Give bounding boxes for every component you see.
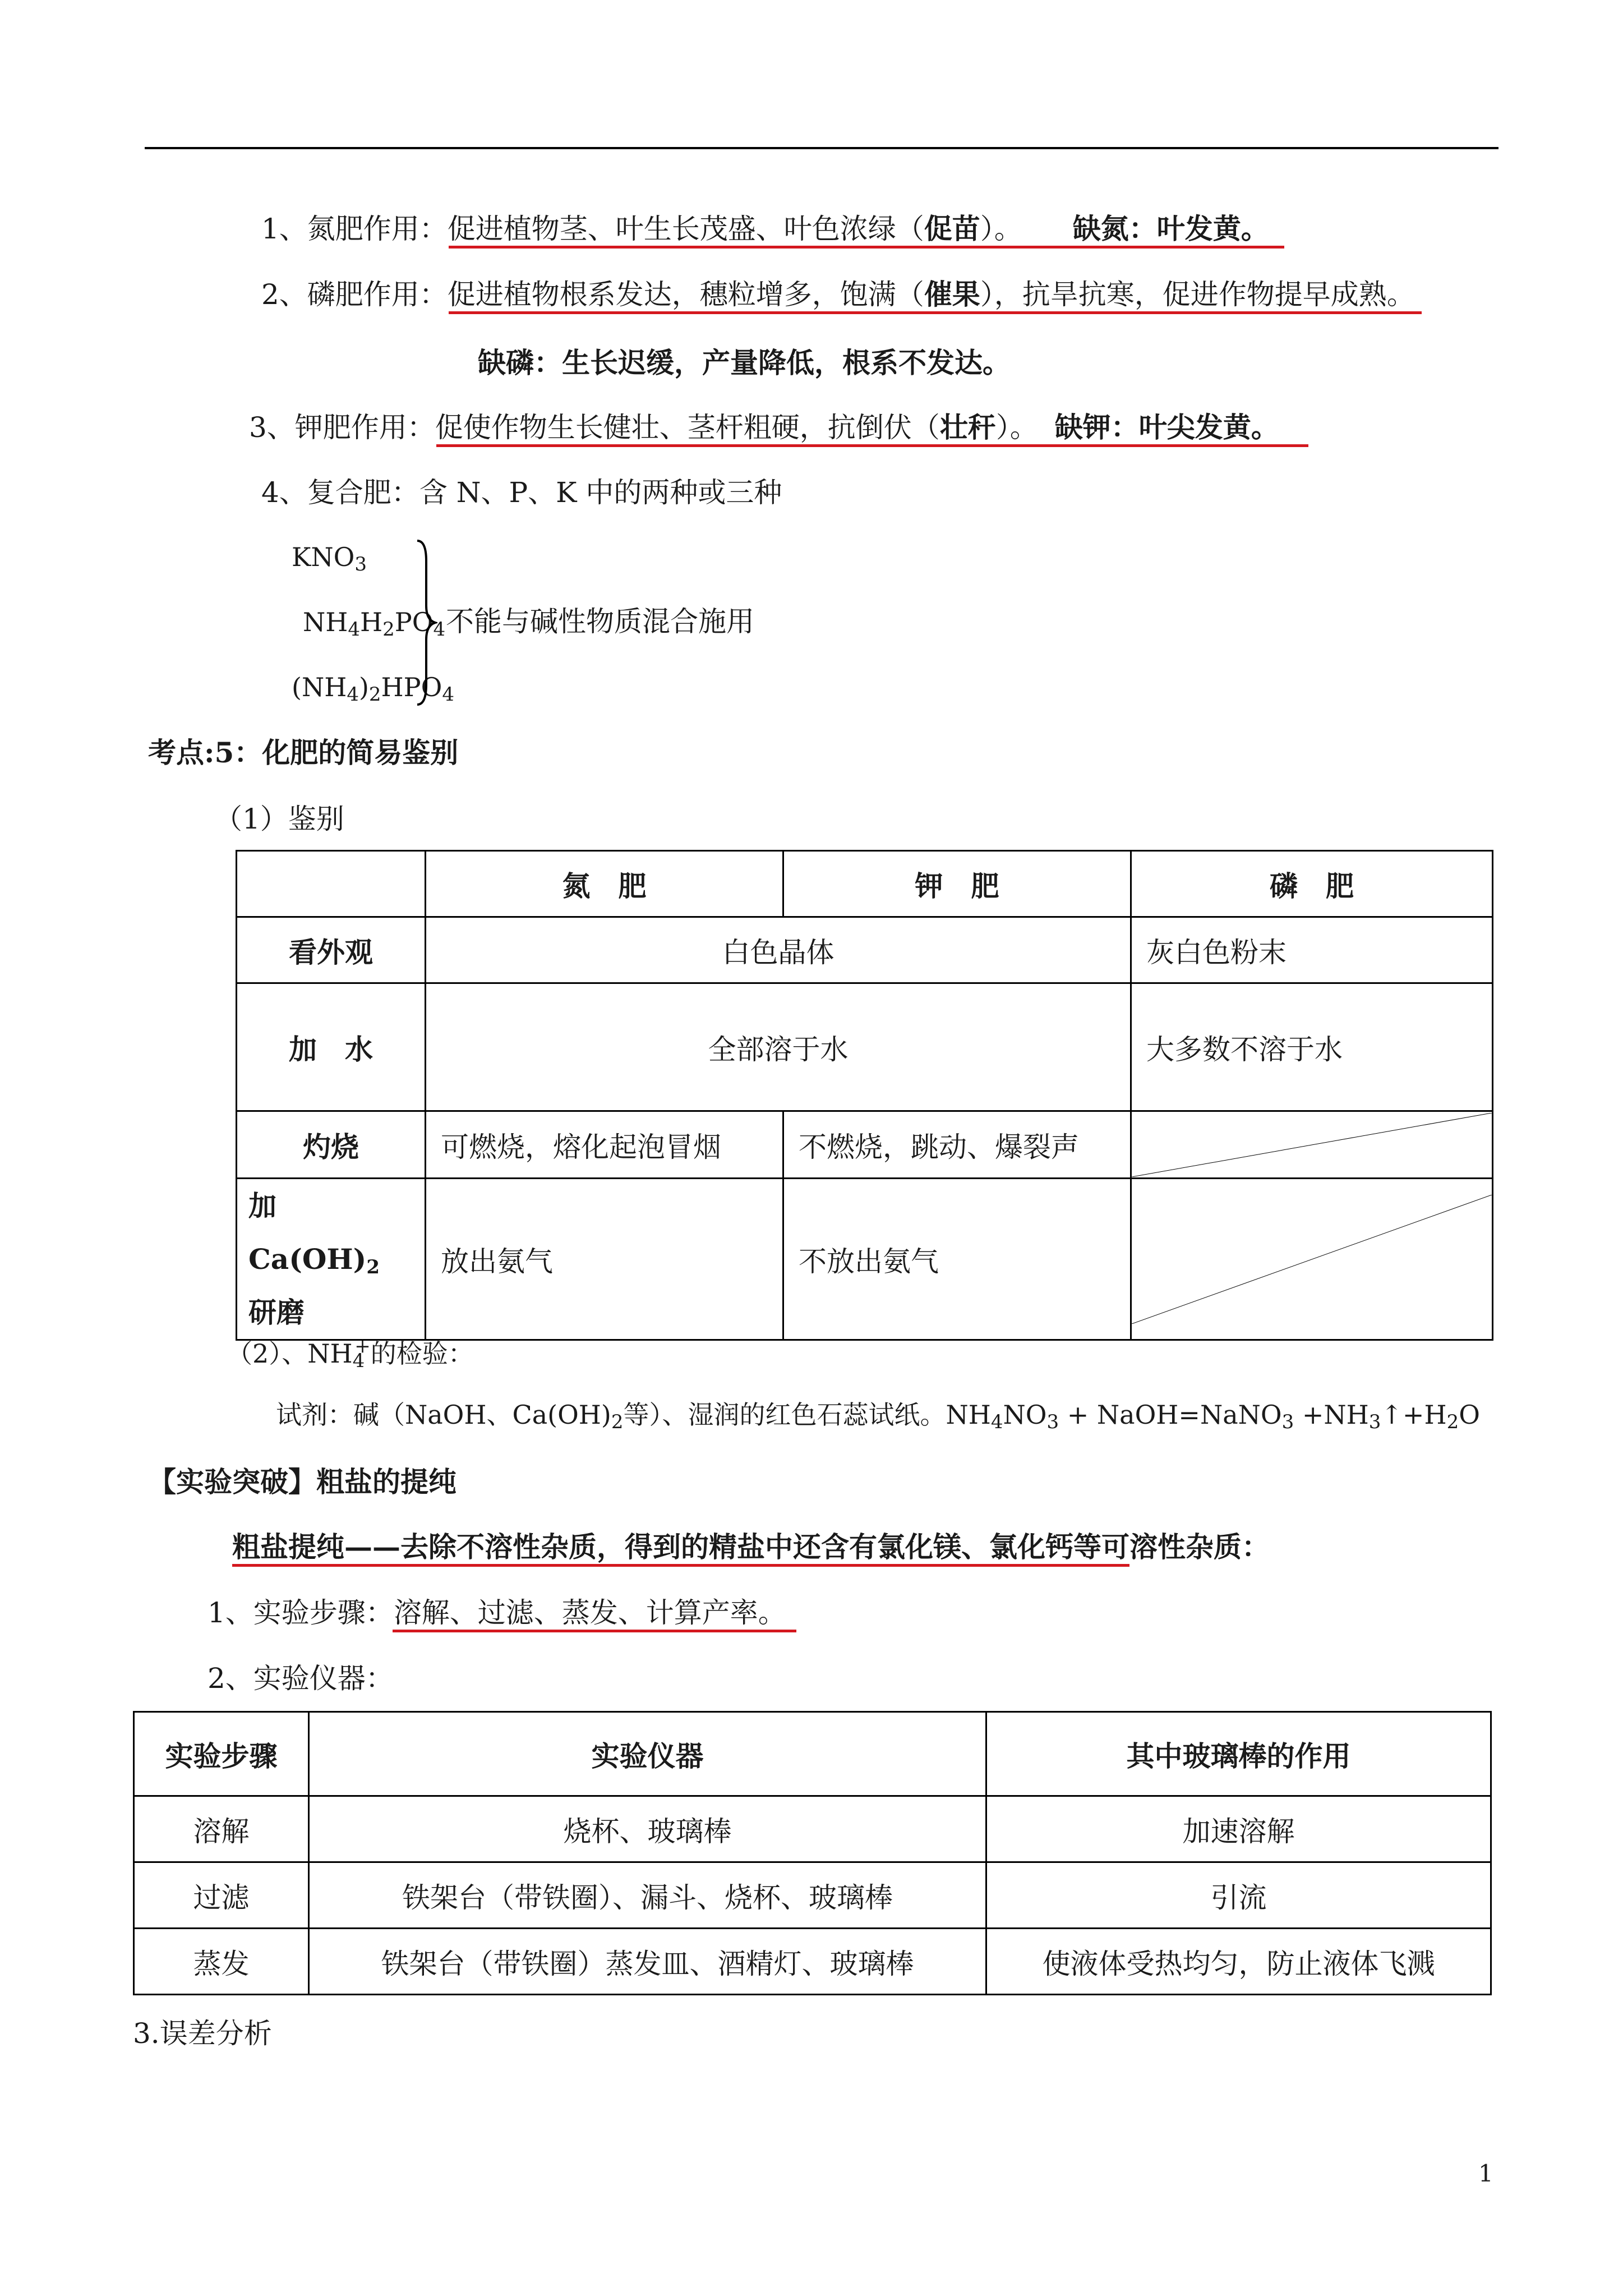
experiment-title: 【实验突破】粗盐的提纯 bbox=[148, 1465, 457, 1498]
diagonal-line-icon bbox=[1132, 1195, 1492, 1324]
steps-value: 溶解、过滤、蒸发、计算产率。 bbox=[393, 1596, 786, 1629]
compound-kno3: $KNO_3$ bbox=[292, 542, 367, 576]
cell-instruments: 铁架台（带铁圈）、漏斗、烧杯、玻璃棒 bbox=[309, 1862, 986, 1929]
diagonal-line-icon bbox=[1132, 1113, 1492, 1177]
cell-instruments: 铁架台（带铁圈）蒸发皿、酒精灯、玻璃棒 bbox=[309, 1929, 986, 1995]
instrument-table bbox=[133, 1711, 1492, 1995]
nitrogen-effect: 促进植物茎、叶生长茂盛、叶色浓绿（ bbox=[447, 213, 924, 245]
header-step: 实验步骤 bbox=[134, 1712, 309, 1796]
cell-role: 引流 bbox=[986, 1862, 1491, 1929]
potassium-deficiency: 缺钾：叶尖发黄。 bbox=[1054, 411, 1279, 444]
cell-water-nk: 全部溶于水 bbox=[426, 983, 1131, 1111]
steps-label: 1、实验步骤： bbox=[208, 1596, 394, 1629]
cell-grind-p-empty bbox=[1131, 1179, 1493, 1340]
cell-appearance-p: 灰白色粉末 bbox=[1131, 917, 1493, 983]
reagent-line: 试剂：碱（NaOH、$Ca(OH)_2$等）、湿润的红色石蕊试纸。$NH_4NO_3$ + NaOH=NaNO$_3$ $+NH_3↑+H_2O$ bbox=[276, 1400, 1480, 1433]
experiment-intro: 粗盐提纯——去除不溶性杂质，得到的精盐中还含有氯化镁、氯化钙等可溶性杂质： bbox=[232, 1530, 1270, 1563]
cell-grind-k: 不放出氨气 bbox=[783, 1179, 1131, 1340]
row-head-appearance: 看外观 bbox=[237, 917, 426, 983]
table-row bbox=[134, 1929, 1491, 1995]
header-phosphorus: 磷 肥 bbox=[1131, 851, 1493, 917]
potassium-label: 3、钾肥作用： bbox=[249, 411, 435, 444]
phosphorus-label: 2、磷肥作用： bbox=[261, 278, 448, 311]
table-header-row bbox=[237, 851, 1493, 917]
cell-water-p: 大多数不溶于水 bbox=[1131, 983, 1493, 1111]
experiment-instruments-label: 2、实验仪器： bbox=[208, 1662, 394, 1695]
table-corner bbox=[237, 851, 426, 917]
cell-step: 蒸发 bbox=[134, 1929, 309, 1995]
compound-nh42hpo4: $(NH_4)_2HPO_4$ bbox=[292, 672, 454, 706]
right-brace-icon bbox=[415, 539, 437, 707]
experiment-steps-line bbox=[208, 1596, 786, 1630]
nitrogen-deficiency: 缺氮：叶发黄。 bbox=[1072, 212, 1269, 245]
phosphorus-key: 催果 bbox=[924, 278, 980, 311]
table-row bbox=[134, 1862, 1491, 1929]
phosphorus-underline bbox=[449, 311, 1422, 314]
header-potassium: 钾 肥 bbox=[783, 851, 1131, 917]
table-row bbox=[134, 1796, 1491, 1862]
compound-note: 不能与碱性物质混合施用 bbox=[446, 605, 754, 638]
cell-grind-n: 放出氨气 bbox=[426, 1179, 783, 1340]
section-title: 考点:5：化肥的简易鉴别 bbox=[148, 736, 459, 769]
nitrogen-key: 促苗 bbox=[924, 212, 980, 245]
header-instruments: 实验仪器 bbox=[309, 1712, 986, 1796]
header-glass-rod-role: 其中玻璃棒的作用 bbox=[986, 1712, 1491, 1796]
ammonium-test-title: （2）、$NH_4^+$的检验： bbox=[227, 1335, 474, 1372]
row-head-water: 加 水 bbox=[237, 983, 426, 1111]
fertilizer-identification-table bbox=[236, 850, 1493, 1341]
phosphorus-deficiency: 缺磷：生长迟缓，产量降低，根系不发达。 bbox=[478, 346, 1011, 379]
phosphorus-end: 。 bbox=[1386, 278, 1415, 311]
table-header-row bbox=[134, 1712, 1491, 1796]
table-row bbox=[237, 1111, 1493, 1179]
potassium-key: 壮秆 bbox=[939, 411, 996, 444]
header-nitrogen: 氮 肥 bbox=[426, 851, 783, 917]
nitrogen-close: ）。 bbox=[980, 213, 1022, 245]
cell-burn-k: 不燃烧，跳动、爆裂声 bbox=[783, 1111, 1131, 1179]
cell-step: 过滤 bbox=[134, 1862, 309, 1929]
compound-fertilizer-line: 4、复合肥：含 N、P、K 中的两种或三种 bbox=[261, 476, 782, 509]
subsection-identify: （1）鉴别 bbox=[214, 803, 344, 835]
cell-burn-p-empty bbox=[1131, 1111, 1493, 1179]
cell-instruments: 烧杯、玻璃棒 bbox=[309, 1796, 986, 1862]
phosphorus-effect: 促进植物根系发达，穗粒增多，饱满（ bbox=[447, 278, 924, 311]
table-row bbox=[237, 1179, 1493, 1340]
cell-step: 溶解 bbox=[134, 1796, 309, 1862]
nitrogen-label: 1、氮肥作用： bbox=[261, 213, 448, 245]
compound-nh4h2po4: $NH_4H_2PO_4$ bbox=[303, 607, 446, 641]
nitrogen-underline bbox=[449, 246, 1284, 249]
cell-burn-n: 可燃烧，熔化起泡冒烟 bbox=[426, 1111, 783, 1179]
potassium-close: ）。 bbox=[995, 411, 1038, 444]
intro-underline bbox=[232, 1564, 1129, 1567]
page-number: 1 bbox=[1478, 2160, 1493, 2187]
phosphorus-effect-2: ），抗旱抗寒，促进作物提早成熟 bbox=[980, 278, 1387, 311]
row-head-grind: 加 $Ca(OH)_2$ 研磨 bbox=[237, 1179, 426, 1340]
phosphorus-line bbox=[261, 278, 1415, 311]
row-head-burn: 灼烧 bbox=[237, 1111, 426, 1179]
potassium-effect: 促使作物生长健壮、茎杆粗硬，抗倒伏（ bbox=[435, 411, 940, 444]
nitrogen-line bbox=[261, 212, 1269, 246]
cell-appearance-nk: 白色晶体 bbox=[426, 917, 1131, 983]
table-row bbox=[237, 917, 1493, 983]
potassium-line bbox=[249, 411, 1279, 444]
error-analysis-label: 3.误差分析 bbox=[133, 2017, 272, 2050]
table-row bbox=[237, 983, 1493, 1111]
header-rule bbox=[145, 147, 1498, 149]
steps-underline bbox=[393, 1630, 796, 1632]
potassium-underline bbox=[436, 444, 1308, 447]
cell-role: 加速溶解 bbox=[986, 1796, 1491, 1862]
cell-role: 使液体受热均匀，防止液体飞溅 bbox=[986, 1929, 1491, 1995]
